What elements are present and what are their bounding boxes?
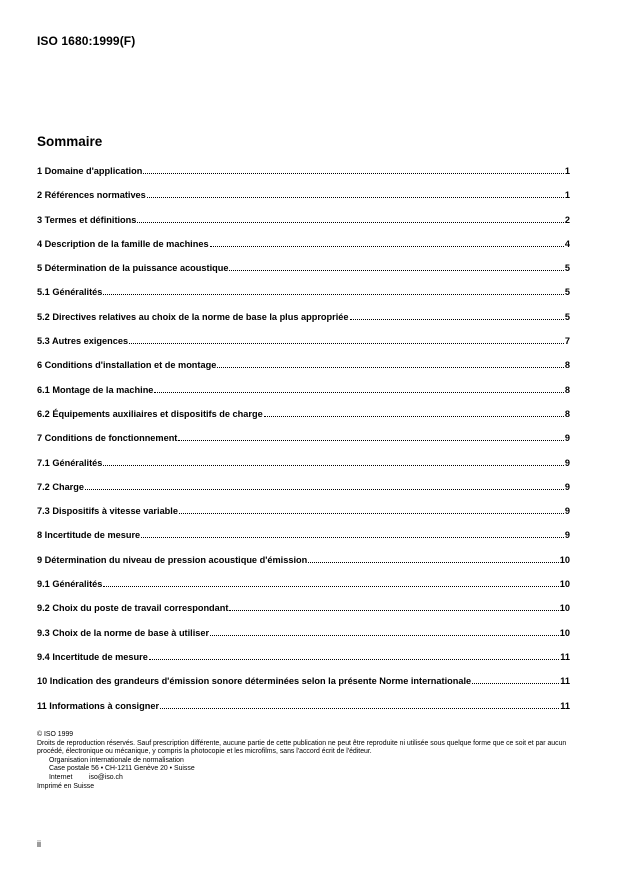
toc-item-11[interactable]: 11 Informations à consigner 11: [37, 700, 570, 711]
leader-dots: [103, 464, 564, 466]
toc-item-10[interactable]: 10 Indication des grandeurs d'émission sonore déterminées selon la présente Norme internationale 11: [37, 676, 570, 687]
toc-item-9-3[interactable]: 9.3 Choix de la norme de base à utiliser 10: [37, 627, 570, 638]
document-id: ISO 1680:1999(F): [37, 34, 136, 48]
leader-dots: [160, 707, 559, 709]
leader-dots: [472, 682, 559, 684]
email-link[interactable]: iso@iso.ch: [89, 773, 123, 781]
toc-item-3[interactable]: 3 Termes et définitions 2: [37, 214, 570, 225]
postal-address: Case postale 56 • CH-1211 Genève 20 • Suisse: [49, 765, 195, 773]
toc-item-2[interactable]: 2 Références normatives 1: [37, 190, 570, 201]
toc-item-9-4[interactable]: 9.4 Incertitude de mesure 11: [37, 651, 570, 662]
toc-item-5-3[interactable]: 5.3 Autres exigences 7: [37, 336, 570, 347]
leader-dots: [308, 561, 559, 563]
leader-dots: [350, 318, 564, 320]
printed-in: Imprimé en Suisse: [37, 782, 95, 790]
toc-item-6[interactable]: 6 Conditions d'installation et de montage 8: [37, 360, 570, 371]
leader-dots: [129, 342, 564, 344]
copyright-notice: © ISO 1999: [37, 731, 74, 738]
toc-item-4[interactable]: 4 Description de la famille de machines 4: [37, 238, 570, 249]
toc-item-8[interactable]: 8 Incertitude de mesure 9: [37, 530, 570, 541]
leader-dots: [179, 512, 564, 514]
leader-dots: [103, 293, 564, 295]
toc-item-6-2[interactable]: 6.2 Équipements auxiliaires et dispositifs de charge 8: [37, 408, 570, 419]
organisation-name: Organisation internationale de normalisation: [49, 756, 184, 764]
leader-dots: [147, 196, 564, 198]
table-of-contents: [37, 166, 570, 725]
copyright-block: [37, 731, 577, 791]
page-title: Sommaire: [37, 134, 103, 149]
toc-item-5[interactable]: 5 Détermination de la puissance acoustique 5: [37, 263, 570, 274]
toc-item-7[interactable]: 7 Conditions de fonctionnement 9: [37, 433, 570, 444]
leader-dots: [178, 439, 564, 441]
toc-item-7-1[interactable]: 7.1 Généralités 9: [37, 457, 570, 468]
leader-dots: [217, 366, 564, 368]
toc-item-9[interactable]: 9 Détermination du niveau de pression acoustique d'émission 10: [37, 554, 570, 565]
page-number: ii: [37, 839, 41, 849]
toc-item-9-2[interactable]: 9.2 Choix du poste de travail correspondant 10: [37, 603, 570, 614]
leader-dots: [229, 269, 563, 271]
toc-item-1[interactable]: 1 Domaine d'application 1: [37, 166, 570, 176]
toc-item-5-1[interactable]: 5.1 Généralités 5: [37, 287, 570, 298]
toc-item-9-1[interactable]: 9.1 Généralités 10: [37, 579, 570, 590]
leader-dots: [229, 609, 558, 611]
toc-item-5-2[interactable]: 5.2 Directives relatives au choix de la norme de base la plus appropriée 5: [37, 311, 570, 322]
leader-dots: [137, 221, 563, 223]
internet-line: [37, 774, 577, 783]
toc-item-6-1[interactable]: 6.1 Montage de la machine 8: [37, 384, 570, 395]
leader-dots: [264, 415, 564, 417]
leader-dots: [85, 488, 564, 490]
toc-item-7-2[interactable]: 7.2 Charge 9: [37, 481, 570, 492]
rights-statement: Droits de reproduction réservés. Sauf prescription différente, aucune partie de cette publication ne peut être reproduite ni utilisée sous quelque forme que ce soit et par aucun procédé, électronique ou mécanique, y compris la photocopie et les microfilms, sans l'accord écrit de l'éditeur.: [37, 739, 567, 756]
leader-dots: [149, 658, 559, 660]
leader-dots: [210, 245, 564, 247]
leader-dots: [154, 391, 563, 393]
leader-dots: [210, 634, 559, 636]
leader-dots: [143, 172, 564, 174]
leader-dots: [141, 536, 564, 538]
leader-dots: [103, 585, 558, 587]
toc-item-7-3[interactable]: 7.3 Dispositifs à vitesse variable 9: [37, 506, 570, 517]
internet-label: Internet: [49, 773, 73, 781]
